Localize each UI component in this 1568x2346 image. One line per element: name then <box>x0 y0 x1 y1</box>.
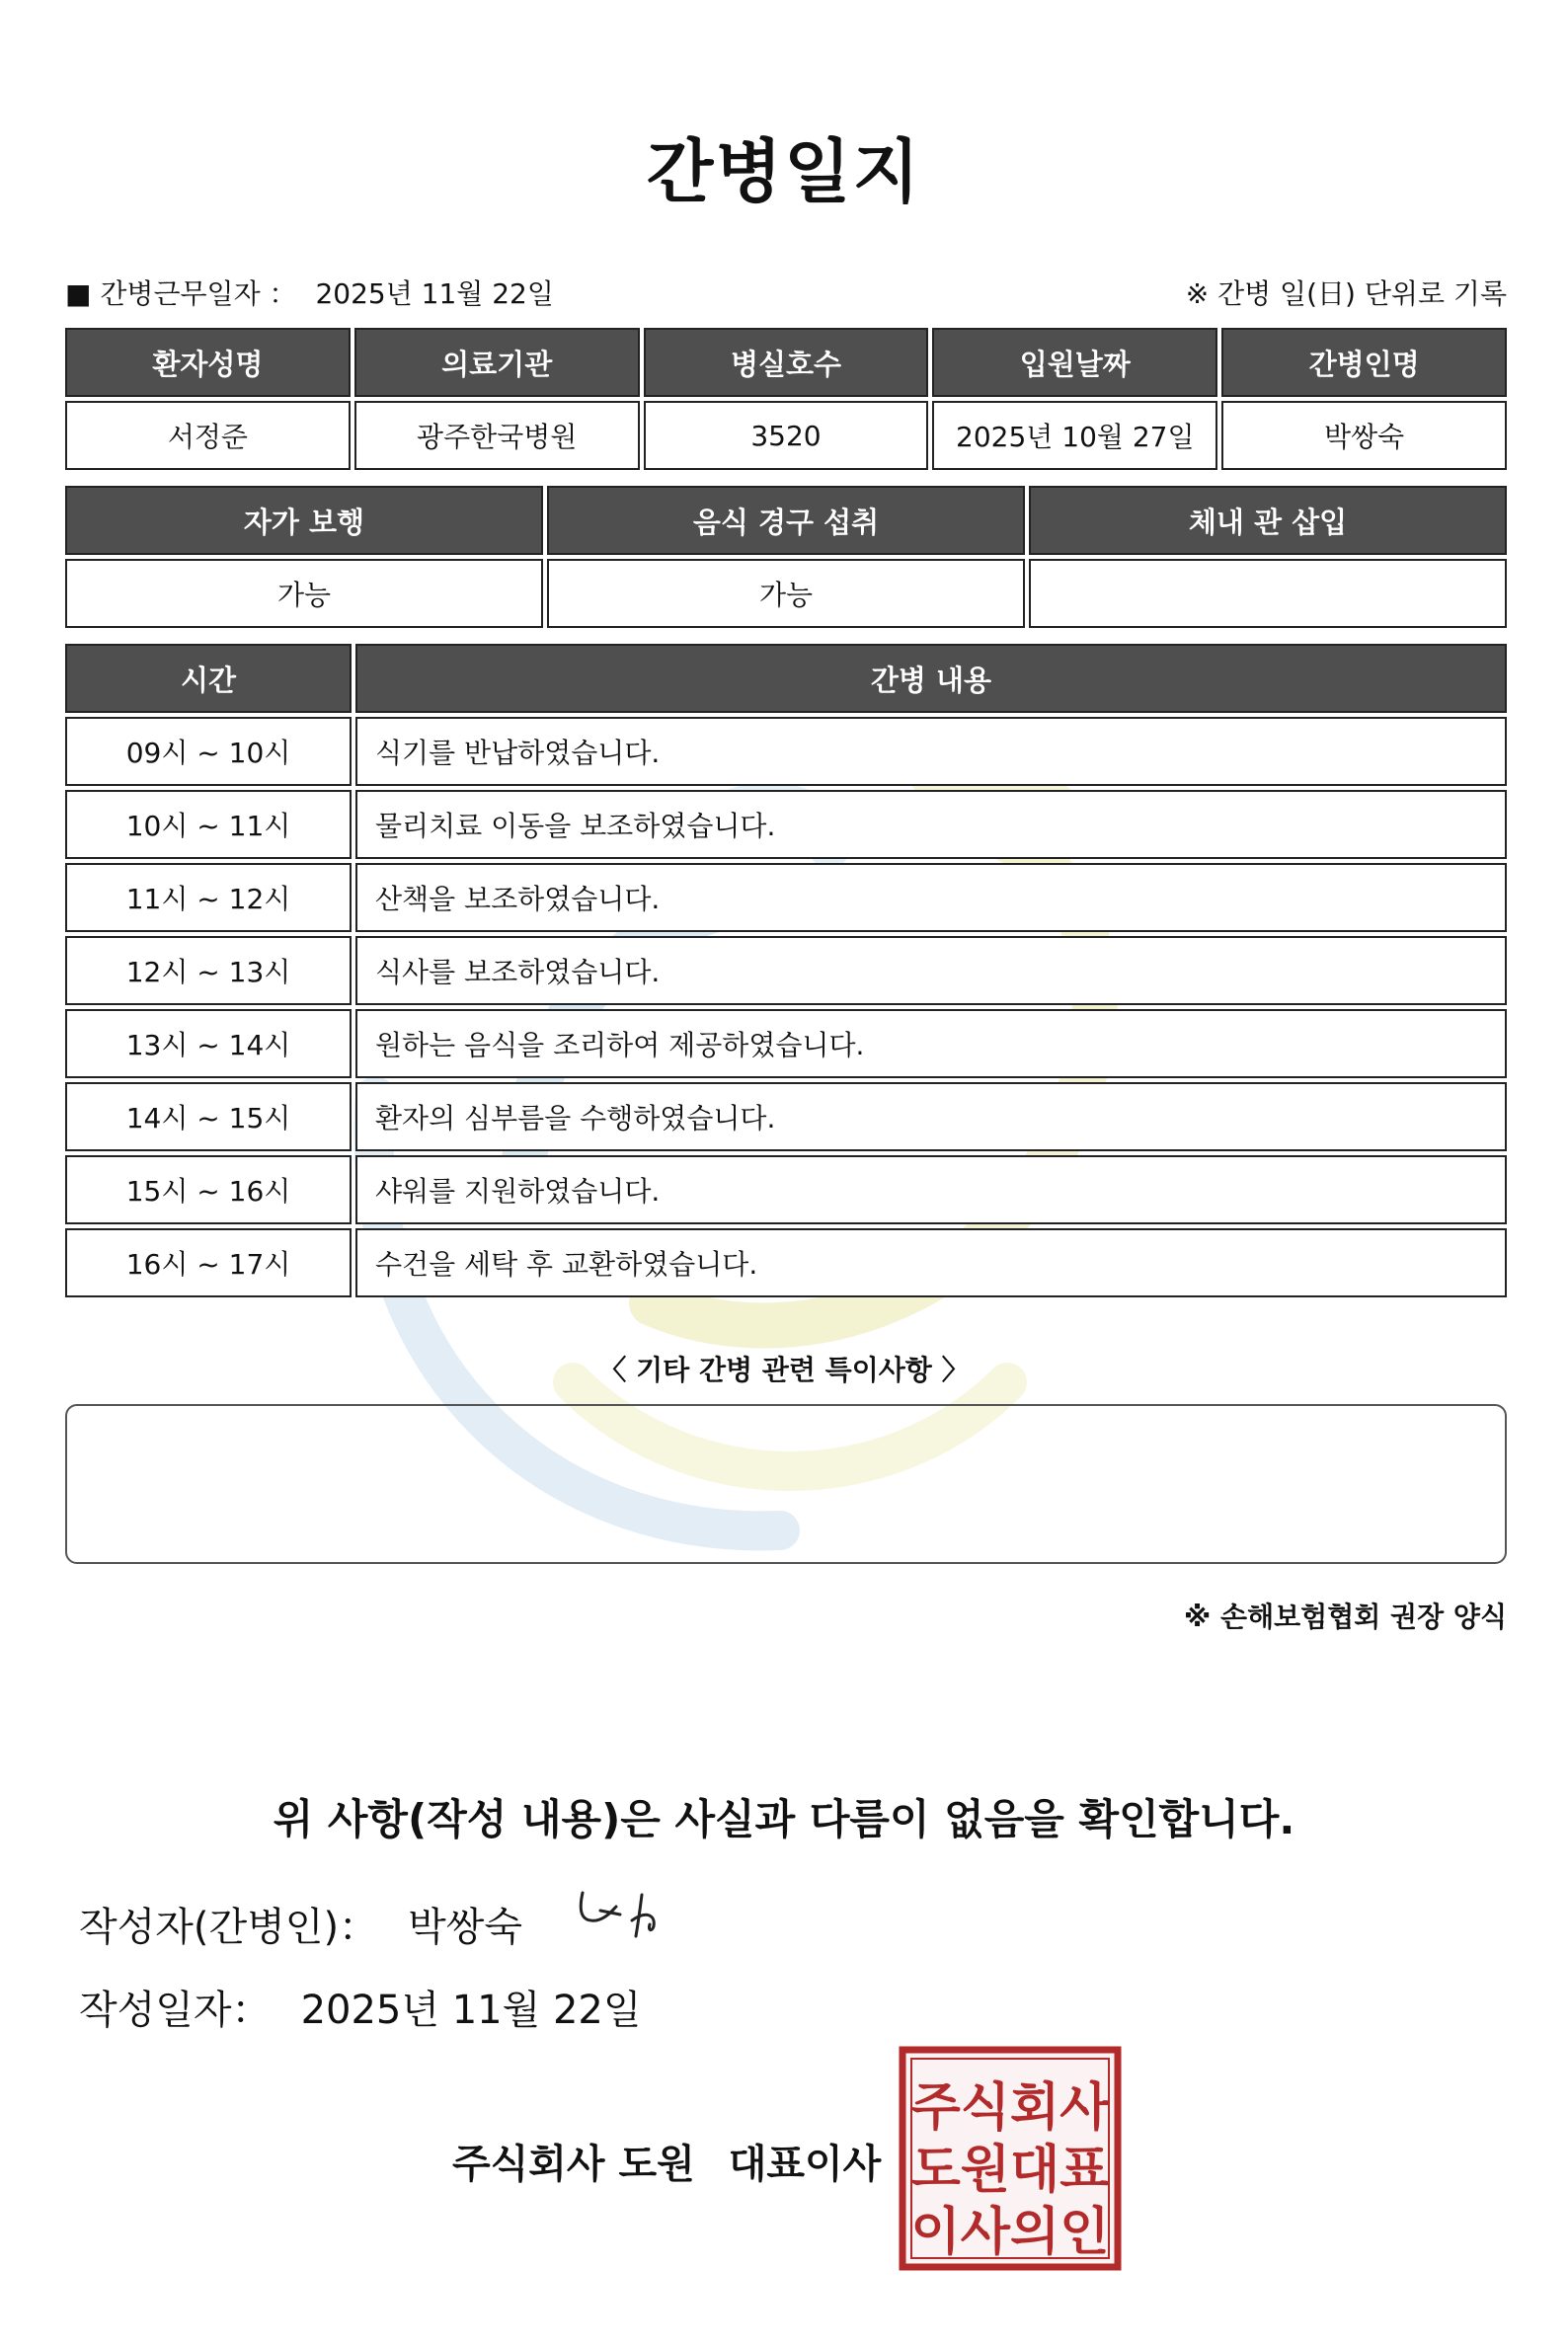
recommendation-note: ※ 손해보험협회 권장 양식 <box>1184 1601 1507 1633</box>
header-hospital: 의료기관 <box>354 328 640 397</box>
company-seal <box>899 2046 1122 2271</box>
writer-label: 작성자(간병인)： <box>79 1905 379 1950</box>
status-table <box>61 482 1511 632</box>
notes-title: 〈 기타 간병 관련 특이사항 〉 <box>598 1354 970 1386</box>
log-content: 원하는 음식을 조리하여 제공하였습니다. <box>355 1009 1507 1078</box>
hospital: 광주한국병원 <box>354 401 640 470</box>
write-date-value: 2025년 11월 22일 <box>300 1988 642 2033</box>
walking-value: 가능 <box>65 559 543 628</box>
write-date-line <box>79 1979 642 2035</box>
log-content: 물리치료 이동을 보조하였습니다. <box>355 790 1507 859</box>
company-title: 대표이사 <box>728 2142 882 2187</box>
header-admission-date: 입원날짜 <box>932 328 1217 397</box>
tube-value <box>1029 559 1507 628</box>
writer-line <box>79 1896 522 1952</box>
seal-line-3: 이사의인 <box>910 2203 1110 2262</box>
notes-box <box>65 1404 1507 1564</box>
log-content: 식기를 반납하였습니다. <box>355 717 1507 786</box>
header-care-content: 간병 내용 <box>355 644 1507 713</box>
table-row <box>65 1082 1507 1151</box>
log-time: 12시 ~ 13시 <box>65 936 352 1005</box>
table-row <box>65 1228 1507 1297</box>
signature <box>573 1881 681 1940</box>
header-caregiver: 간병인명 <box>1221 328 1507 397</box>
log-time: 13시 ~ 14시 <box>65 1009 352 1078</box>
unit-note: ※ 간병 일(日) 단위로 기록 <box>1185 277 1507 310</box>
log-time: 09시 ~ 10시 <box>65 717 352 786</box>
work-date <box>65 273 554 312</box>
header-oral-intake: 음식 경구 섭취 <box>547 486 1025 555</box>
header-time: 시간 <box>65 644 352 713</box>
table-row <box>65 1009 1507 1078</box>
work-date-value: 2025년 11월 22일 <box>315 277 554 310</box>
writer-name: 박쌍숙 <box>408 1905 522 1950</box>
care-log-table <box>61 640 1511 1301</box>
oral-intake-value: 가능 <box>547 559 1025 628</box>
patient-info-table <box>61 324 1511 474</box>
log-content: 환자의 심부름을 수행하였습니다. <box>355 1082 1507 1151</box>
header-room: 병실호수 <box>644 328 929 397</box>
seal-line-1: 주식회사 <box>910 2078 1110 2138</box>
admission-date: 2025년 10월 27일 <box>932 401 1217 470</box>
caregiver-name: 박쌍숙 <box>1221 401 1507 470</box>
page-title: 간병일지 <box>646 131 922 212</box>
log-content: 산책을 보조하였습니다. <box>355 863 1507 932</box>
log-content: 식사를 보조하였습니다. <box>355 936 1507 1005</box>
confirmation-statement: 위 사항(작성 내용)은 사실과 다름이 없음을 확인합니다. <box>273 1795 1295 1843</box>
table-row <box>65 1155 1507 1224</box>
header-tube: 체내 관 삽입 <box>1029 486 1507 555</box>
header-walking: 자가 보행 <box>65 486 543 555</box>
log-content: 샤워를 지원하였습니다. <box>355 1155 1507 1224</box>
room-number: 3520 <box>644 401 929 470</box>
company-line <box>452 2133 881 2189</box>
header-patient-name: 환자성명 <box>65 328 351 397</box>
table-row <box>65 790 1507 859</box>
log-time: 10시 ~ 11시 <box>65 790 352 859</box>
patient-name: 서정준 <box>65 401 351 470</box>
log-time: 16시 ~ 17시 <box>65 1228 352 1297</box>
work-date-label: ■ 간병근무일자 ： <box>65 277 297 310</box>
table-row <box>65 936 1507 1005</box>
write-date-label: 작성일자： <box>79 1988 272 2033</box>
log-time: 15시 ~ 16시 <box>65 1155 352 1224</box>
table-row <box>65 863 1507 932</box>
log-content: 수건을 세탁 후 교환하였습니다. <box>355 1228 1507 1297</box>
log-time: 14시 ~ 15시 <box>65 1082 352 1151</box>
log-time: 11시 ~ 12시 <box>65 863 352 932</box>
seal-line-2: 도원대표 <box>910 2141 1110 2200</box>
company-name: 주식회사 도원 <box>452 2142 695 2187</box>
table-row <box>65 717 1507 786</box>
